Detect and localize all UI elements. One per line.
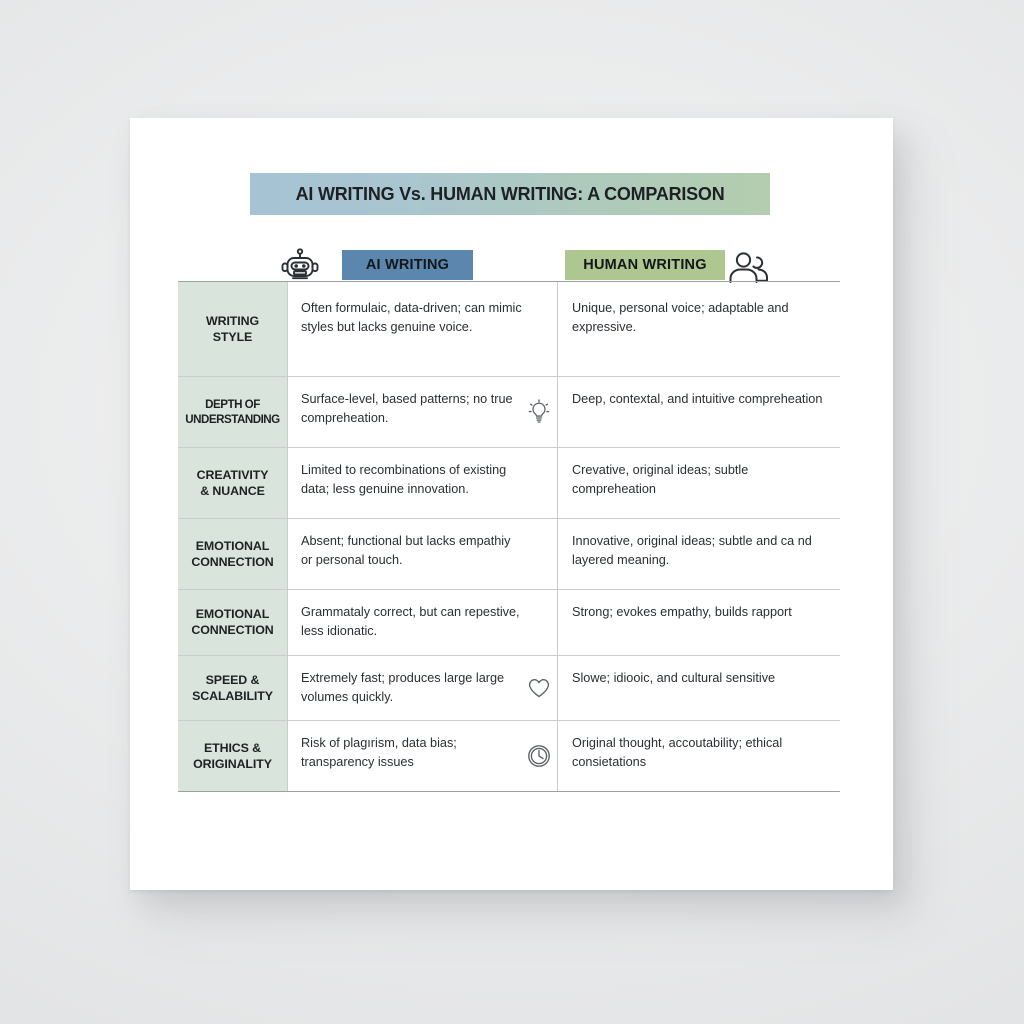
clock-icon: [526, 743, 552, 769]
ai-cell: [288, 721, 558, 791]
row-label: [178, 721, 288, 791]
ai-cell-text: Grammataly correct, but can repestive, less idionatic.: [301, 605, 520, 639]
human-cell-text: Original thought, accoutability; ethical consietations: [572, 736, 783, 770]
human-cell: [558, 282, 840, 376]
robot-icon: [280, 246, 320, 286]
row-label-line2: STYLE: [212, 330, 253, 344]
row-label-line2: ORIGINALITY: [193, 757, 272, 772]
ai-cell: [288, 448, 558, 518]
human-cell-text: Crevative, original ideas; subtle compreheation: [572, 463, 749, 497]
row-label: [178, 656, 288, 721]
human-cell: [558, 590, 840, 655]
ai-cell-text: Risk of plagırism, data bias; transparency issues: [301, 736, 457, 770]
row-label-line1: WRITING: [206, 313, 259, 328]
row-label-line1: SPEED &: [205, 672, 260, 687]
row-label-line1: EMOTIONAL: [195, 538, 270, 553]
table-row: [178, 519, 840, 590]
ai-writing-column-badge[interactable]: [342, 250, 473, 280]
comparison-table: [178, 281, 840, 792]
ai-cell-text: Absent; functional but lacks empathiy or personal touch.: [301, 534, 511, 568]
row-label-line2: SCALABILITY: [192, 688, 273, 703]
human-cell: [558, 656, 840, 721]
page-title: AI WRITING Vs. HUMAN WRITING: A COMPARISON: [295, 183, 725, 204]
row-label: [178, 282, 288, 376]
row-label: [178, 448, 288, 518]
row-label: [178, 590, 288, 655]
title-banner: [250, 173, 770, 215]
ai-cell: [288, 282, 558, 376]
ai-cell-text: Often formulaic, data-driven; can mimic styles but lacks genuine voice.: [301, 301, 522, 335]
row-label: [178, 519, 288, 589]
row-label-line2: & NUANCE: [200, 484, 265, 498]
row-label: [178, 377, 288, 447]
human-cell: [558, 448, 840, 518]
human-cell: [558, 721, 840, 791]
human-cell: [558, 377, 840, 447]
row-label-line1: CREATIVITY: [196, 467, 269, 482]
row-label-line1: ETHICS &: [203, 740, 262, 755]
row-label-line1: DEPTH OF: [205, 397, 260, 411]
ai-cell-text: Extremely fast; produces large large volumes quickly.: [301, 670, 505, 704]
ai-cell: [288, 519, 558, 589]
table-row: [178, 590, 840, 656]
human-cell-text: Strong; evokes empathy, builds rapport: [572, 605, 792, 619]
human-cell: [558, 519, 840, 589]
human-writing-column-badge[interactable]: [565, 250, 725, 280]
row-label-line1: EMOTIONAL: [195, 606, 270, 621]
heart-icon: [526, 675, 552, 701]
table-row: [178, 282, 840, 377]
row-label-line2: CONNECTION: [191, 555, 274, 569]
infographic-card: [130, 118, 893, 890]
ai-cell-text: Limited to recombinations of existing data; less genuine innovation.: [301, 463, 507, 497]
ai-cell: [288, 656, 558, 721]
ai-cell-text: Surface-level, based patterns; no true compreheation.: [301, 392, 513, 426]
lightbulb-icon: [526, 399, 552, 425]
table-row: [178, 448, 840, 519]
table-row: [178, 656, 840, 722]
human-cell-text: Unique, personal voice; adaptable and expressive.: [572, 301, 789, 335]
human-cell-text: Slowe; idiooic, and cultural sensitive: [572, 670, 776, 685]
ai-cell: [288, 590, 558, 655]
table-row: [178, 721, 840, 791]
human-writing-label: HUMAN WRITING: [583, 257, 707, 273]
table-row: [178, 377, 840, 448]
human-cell-text: Deep, contextal, and intuitive compreheation: [572, 392, 823, 406]
ai-cell: [288, 377, 558, 447]
ai-writing-label: AI WRITING: [365, 257, 450, 273]
human-cell-text: Innovative, original ideas; subtle and ca nd layered meaning.: [572, 534, 812, 568]
row-label-line2: CONNECTION: [191, 623, 274, 638]
row-label-line2: UNDERSTANDING: [185, 413, 280, 426]
